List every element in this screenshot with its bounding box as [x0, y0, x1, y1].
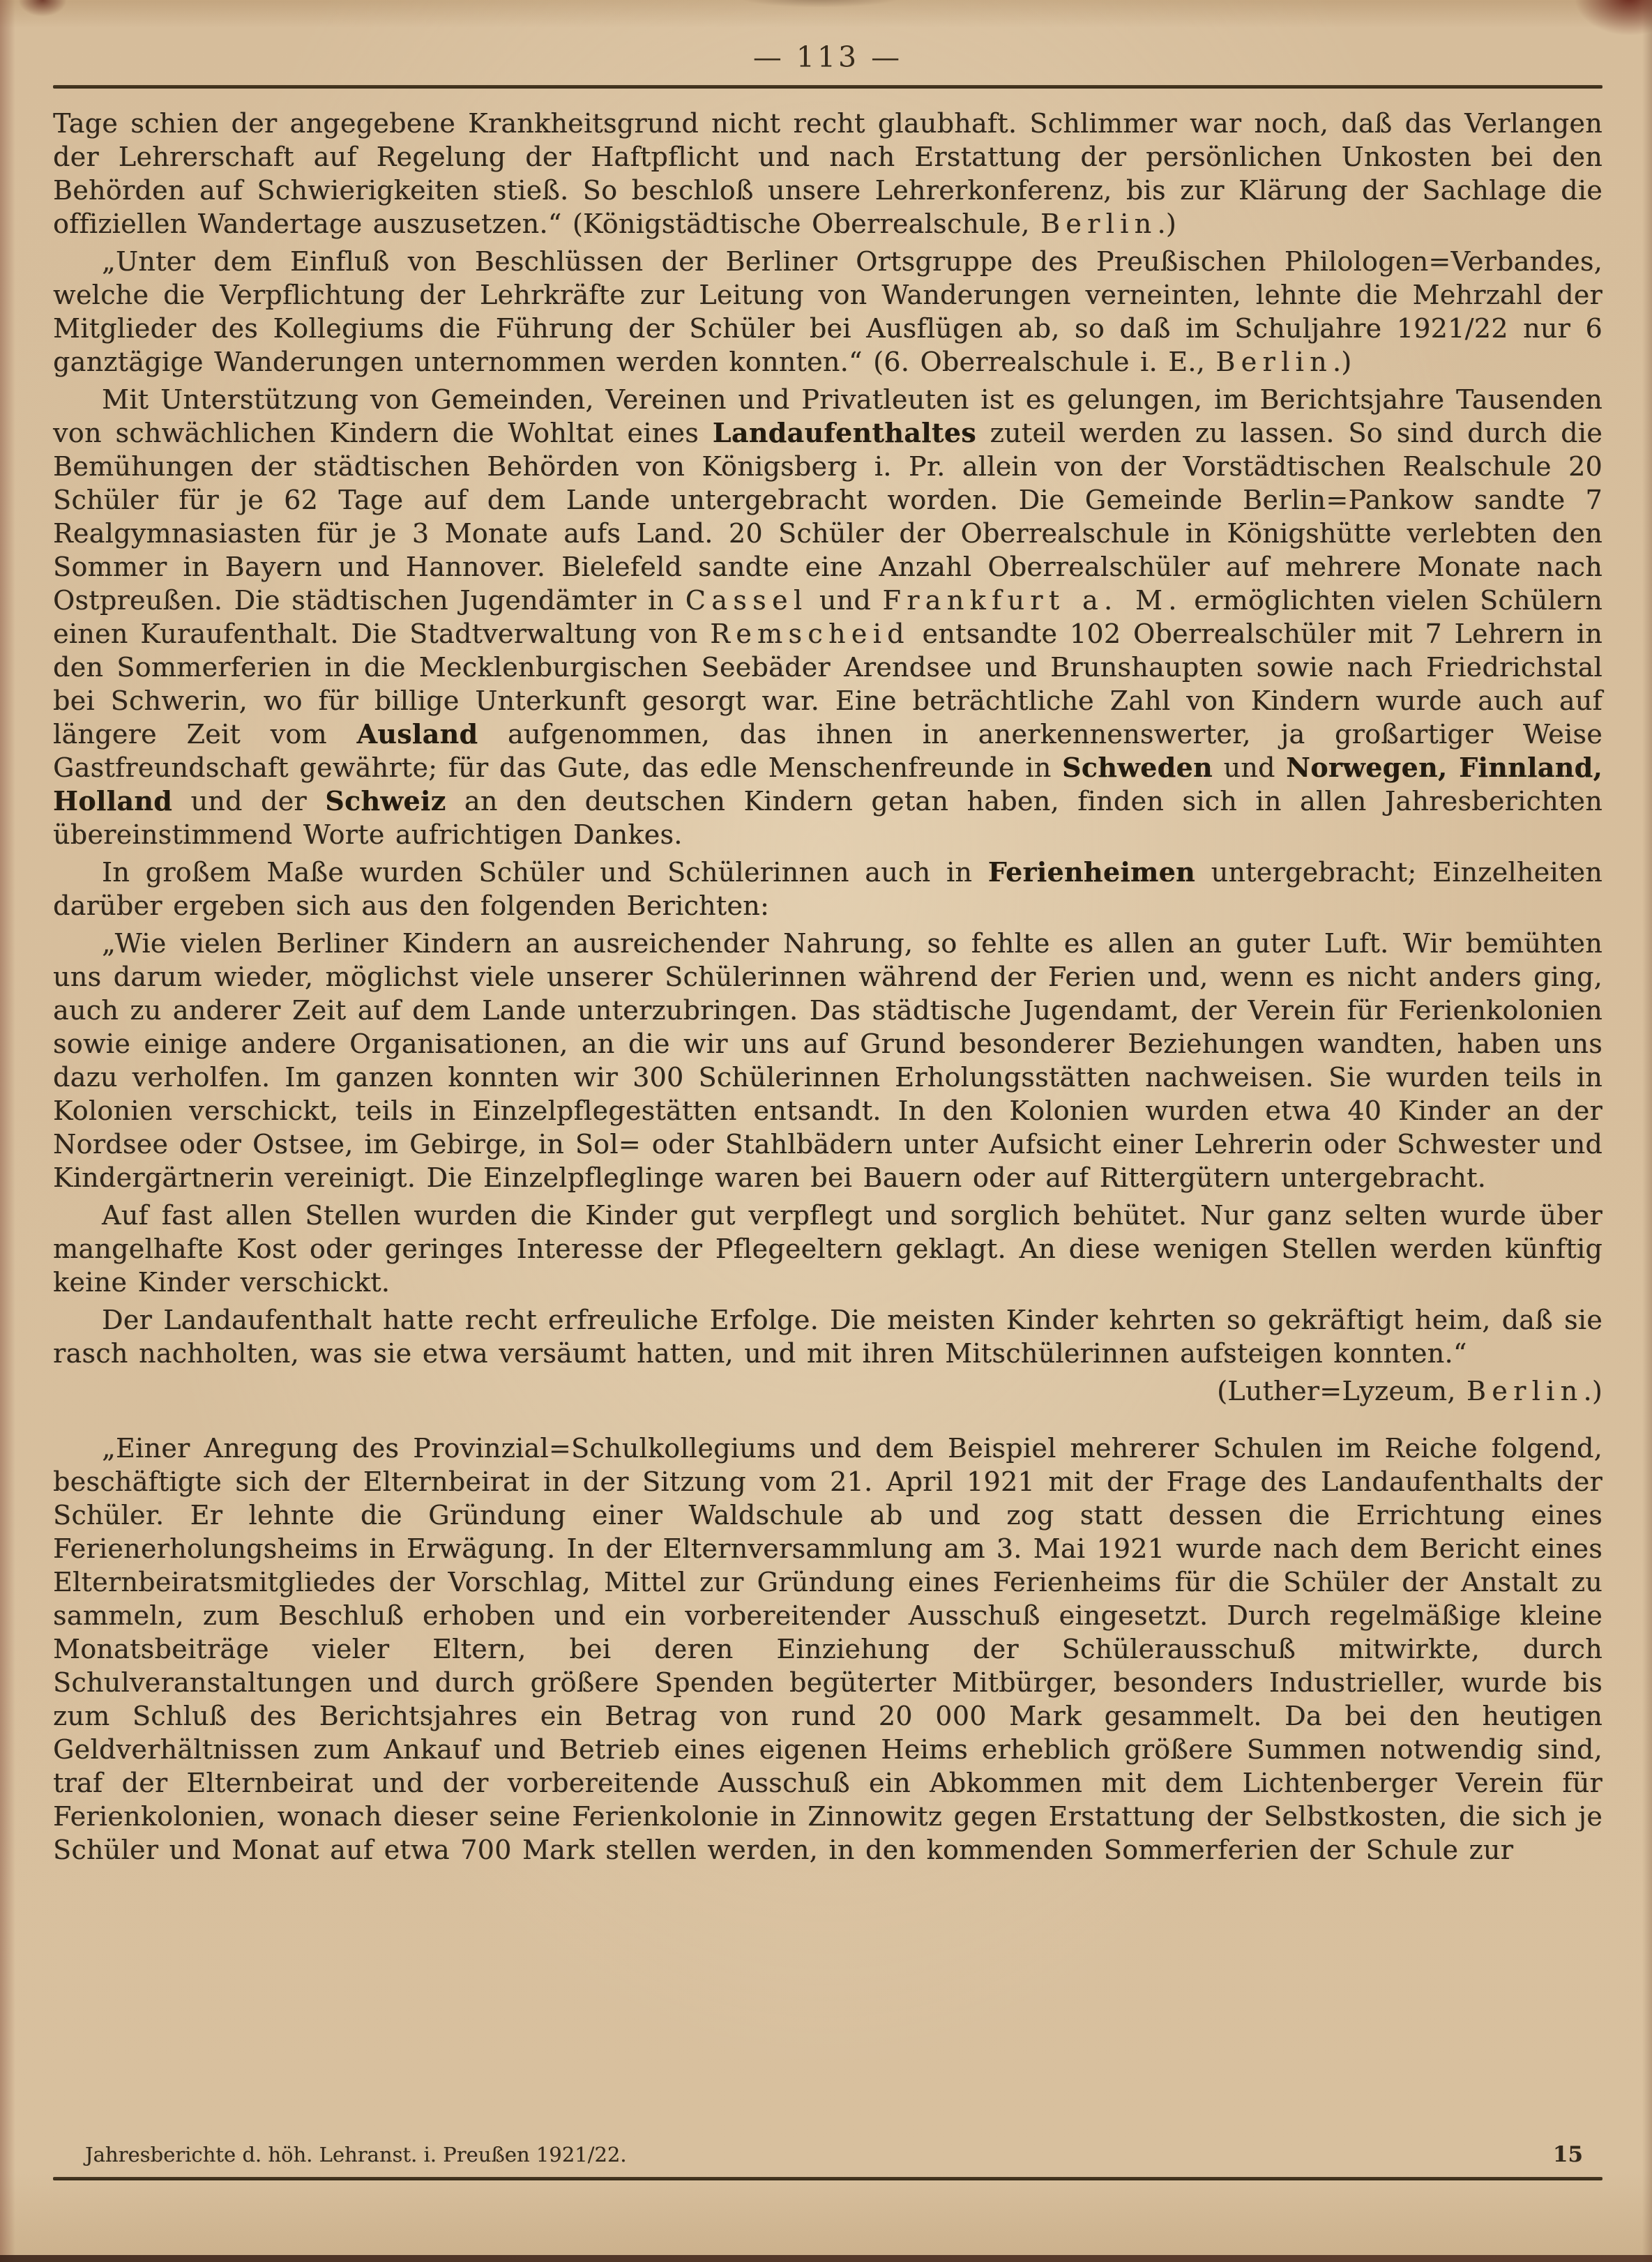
text-segment: und — [808, 585, 883, 616]
paragraph — [53, 1303, 1602, 1370]
text-segment: „Einer Anregung des Provinzial=Schulkollegiums und dem Beispiel mehrerer Schulen im Reiche folgend, beschäftigte sich der Elternbeirat in der Sitzung vom 21. April 1921 mit der Frage des Landaufenthalts der Schüler. Er lehnte die Gründung einer Waldschule ab und zog statt dessen die Errichtung eines Ferienerholungsheims in Erwägung. In der Elternversammlung am 3. Mai 1921 wurde nach dem Bericht eines Elternbeiratsmitgliedes der Vorschlag, Mittel zur Gründung eines Ferienheims für die Schüler der Anstalt zu sammeln, zum Beschluß erhoben und ein vorbereitender Ausschuß eingesetzt. Durch regelmäßige kleine Monatsbeiträge vieler Eltern, bei deren Einziehung der Schülerausschuß mitwirkte, durch Schulveranstaltungen und durch größere Spenden begüterter Mitbürger, besonders Industrieller, wurde bis zum Schluß des Berichtsjahres ein Betrag von rund 20 000 Mark gesammelt. Da bei den heutigen Geldverhältnissen zum Ankauf und Betrieb eines eigenen Heims erheblich größere Summen notwendig sind, traf der Elternbeirat und der vorbereitende Ausschuß ein Abkommen mit dem Lichtenberger Verein für Ferienkolonien, wonach dieser seine Ferienkolonie in Zinnowitz gegen Erstattung der Selbstkosten, die sich je Schüler und Monat auf etwa 700 Mark stellen werden, in den kommenden Sommerferien der Schule zur — [53, 1433, 1602, 1865]
header-rule — [53, 85, 1602, 89]
text-segment: Schweiz — [325, 785, 446, 817]
text-segment: „Unter dem Einfluß von Beschlüssen der Berliner Ortsgruppe des Preußischen Philologen=Verbandes, welche die Verpflichtung der Lehrkräfte zur Leitung von Wanderungen verneinten, lehnte die Mehrzahl der Mitglieder des Kollegiums die Führung der Schüler bei Ausflügen ab, so daß im Schuljahre 1921/22 nur 6 ganztägige Wanderungen unternommen werden konnten.“ (6. Oberrealschule i. E., — [53, 246, 1602, 377]
text-segment: Ausland — [356, 718, 478, 750]
text-segment: .) — [1583, 1376, 1602, 1406]
scan-edge-shadow-left — [0, 0, 15, 2262]
text-segment: Cassel — [685, 585, 808, 616]
text-segment: „Wie vielen Berliner Kindern an ausreichender Nahrung, so fehlte es allen an guter Luft. Wir bemühten uns darum wieder, möglichst viele unserer Schülerinnen während der Ferien und, wenn es nicht anders ging, auch zu anderer Zeit auf dem Lande unterzubringen. Das städtische Jugendamt, der Verein für Ferienkolonien sowie einige andere Organisationen, an die wir uns auf Grund besonderer Beziehungen wandten, haben uns dazu verholfen. Im ganzen konnten wir 300 Schülerinnen Erholungsstätten nachweisen. Sie wurden teils in Kolonien verschickt, teils in Einzelpflegestätten entsandt. In den Kolonien wurden etwa 40 Kinder an der Nordsee oder Ostsee, im Gebirge, in Sol= oder Stahlbädern unter Aufsicht einer Lehrerin oder Schwester und Kindergärtnerin vereinigt. Die Einzelpfleglinge waren bei Bauern oder auf Rittergütern untergebracht. — [53, 928, 1602, 1193]
scan-artifact-top-right — [1575, 0, 1652, 35]
text-segment: Berlin — [1040, 208, 1158, 239]
paragraph — [53, 383, 1602, 851]
paragraph — [53, 1432, 1602, 1867]
text-segment: und der — [172, 786, 326, 817]
scan-artifact-top-middle — [743, 0, 897, 7]
text-segment: Ferienheimen — [987, 856, 1195, 888]
text-segment: Mit Unterstützung von Gemeinden, Vereinen und Privatleuten ist es gelungen, im Berichtsjahre Tausenden von schwächlichen Kindern die Wohltat eines — [53, 384, 1602, 448]
paragraph — [53, 927, 1602, 1194]
text-segment: an den deutschen Kindern getan haben, finden sich in allen Jahresberichten übereinstimmend Worte aufrichtigen Dankes. — [53, 786, 1602, 850]
footer-sheet-number: 15 — [1552, 2142, 1583, 2167]
text-segment: Frankfurt a. M. — [882, 585, 1183, 616]
text-segment: .) — [1157, 208, 1176, 239]
page-footer — [53, 2142, 1602, 2180]
footer-rule — [53, 2177, 1602, 2180]
text-segment: .) — [1332, 347, 1352, 377]
scan-artifact-top-left — [18, 0, 67, 17]
paragraph — [53, 1374, 1602, 1408]
text-segment: zuteil werden zu lassen. So sind durch die Bemühungen der städtischen Behörden von Königsberg i. Pr. allein von der Vorstädtischen Realschule 20 Schüler für je 62 Tage auf dem Lande untergebracht worden. Die Gemeinde Berlin=Pankow sandte 7 Realgymnasiasten für je 3 Monate aufs Land. 20 Schüler der Oberrealschule in Königshütte verlebten den Sommer in Bayern und Hannover. Bielefeld sandte eine Anzahl Oberrealschüler auf mehrere Monate nach Ostpreußen. Die städtischen Jugendämter in — [53, 418, 1602, 616]
page-number: — 113 — — [752, 40, 903, 74]
text-segment: und — [1212, 752, 1287, 783]
text-segment: Remscheid — [710, 618, 910, 649]
paragraph — [53, 856, 1602, 923]
text-segment: Norwegen, Finnland, Holland — [53, 752, 1602, 817]
text-segment: untergebracht; Einzelheiten darüber ergeben sich aus den folgenden Berichten: — [53, 857, 1603, 921]
document-body — [53, 107, 1602, 1867]
text-segment: Schweden — [1062, 752, 1213, 783]
text-segment: (Luther=Lyzeum, — [1217, 1376, 1467, 1406]
text-segment: entsandte 102 Oberrealschüler mit 7 Lehrern in den Sommerferien in die Mecklenburgischen Seebäder Arendsee und Brunshaupten sowie nach Friedrichstal bei Schwerin, wo für billige Unterkunft gesorgt war. Eine beträchtliche Zahl von Kindern wurde auch auf längere Zeit vom — [53, 618, 1602, 750]
text-segment: In großem Maße wurden Schüler und Schülerinnen auch in — [102, 857, 988, 888]
text-segment: Berlin — [1215, 347, 1333, 377]
footer-row — [53, 2142, 1602, 2167]
scan-edge-shadow-right — [1642, 0, 1652, 2262]
page-content-column — [53, 40, 1602, 1871]
text-segment: Auf fast allen Stellen wurden die Kinder gut verpflegt und sorglich behütet. Nur ganz selten wurde über mangelhafte Kost oder geringes Interesse der Pflegeeltern geklagt. An diese wenigen Stellen werden künftig keine Kinder verschickt. — [53, 1200, 1602, 1298]
paragraph — [53, 245, 1602, 379]
text-segment: aufgenommen, das ihnen in anerkennenswerter, ja großartiger Weise Gastfreundschaft gewährte; für das Gute, das edle Menschenfreunde in — [53, 719, 1602, 783]
paragraph — [53, 1199, 1602, 1299]
footer-running-title: Jahresberichte d. höh. Lehranst. i. Preußen 1921/22. — [85, 2143, 627, 2166]
paragraph — [53, 107, 1602, 241]
text-segment: Berlin — [1466, 1376, 1584, 1406]
text-segment: Tage schien der angegebene Krankheitsgrund nicht recht glaubhaft. Schlimmer war noch, daß das Verlangen der Lehrerschaft auf Regelung der Haftpflicht und nach Erstattung der persönlichen Unkosten bei den Behörden auf Schwierigkeiten stieß. So beschloß unsere Lehrerkonferenz, bis zur Klärung der Sachlage die offiziellen Wandertage auszusetzen.“ (Königstädtische Oberrealschule, — [53, 108, 1602, 239]
text-segment: ermöglichten vielen Schülern einen Kuraufenthalt. Die Stadtverwaltung von — [53, 585, 1602, 649]
text-segment: Der Landaufenthalt hatte recht erfreuliche Erfolge. Die meisten Kinder kehrten so gekräftigt heim, daß sie rasch nachholten, was sie etwa versäumt hatten, und mit ihren Mitschülerinnen aufsteigen konnten.“ — [53, 1305, 1602, 1369]
scan-edge-bottom — [0, 2255, 1652, 2262]
text-segment: Landaufenthaltes — [712, 417, 976, 448]
